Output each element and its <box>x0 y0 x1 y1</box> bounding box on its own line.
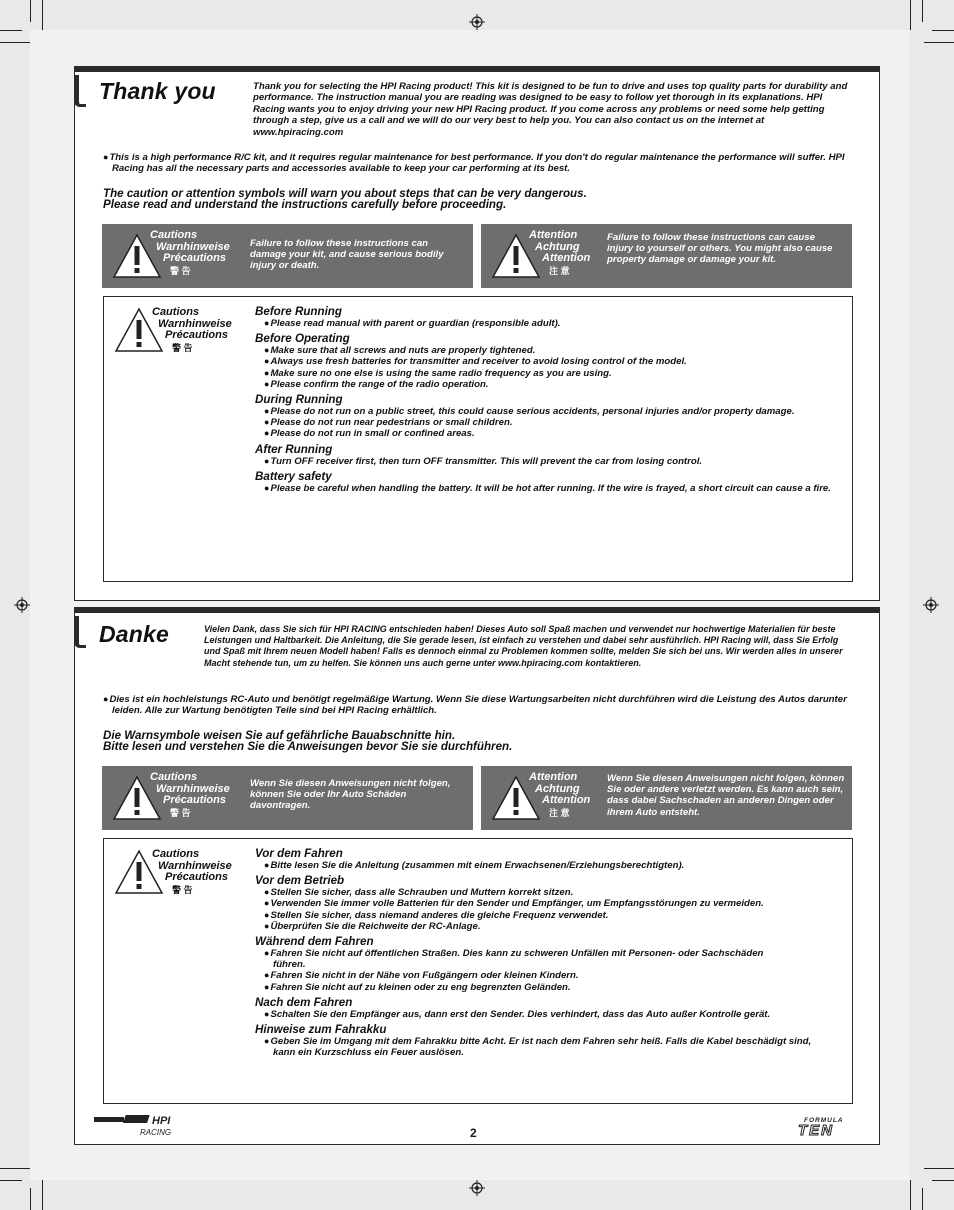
rule-item: ● Fahren Sie nicht auf öffentlichen Straßen. Dies kann zu schweren Unfällen mit Personen- oder Sachschäden führen. <box>255 948 845 970</box>
caution-labels: Cautions Warnhinweise Précautions 警 告 <box>152 306 232 353</box>
rule-item: ● Please confirm the range of the radio operation. <box>255 379 845 390</box>
registration-mark-icon <box>923 597 939 613</box>
attention-text: Failure to follow these instructions can cause injury to yourself or others. You might also cause property damage or damage your kit. <box>607 232 833 266</box>
rule-item: ● Stellen Sie sicher, dass alle Schrauben und Muttern korrekt sitzen. <box>255 887 845 898</box>
crop-mark <box>30 0 31 22</box>
attention-text: Wenn Sie diesen Anweisungen nicht folgen, können Sie oder andere verletzt werden. Es kann auch sein, dass dabei Sachschaden an anderen Dingen oder ihrem Auto entsteht. <box>607 773 845 818</box>
formula-ten-logo <box>796 1115 866 1137</box>
rule-item: ● Please read manual with parent or guardian (responsible adult). <box>255 318 845 329</box>
rule-heading: Hinweise zum Fahrakku <box>255 1023 387 1037</box>
rule-item: ● Überprüfen Sie die Reichweite der RC-Anlage. <box>255 921 845 932</box>
rules-list <box>255 847 845 1058</box>
svg-text:FORMULA: FORMULA <box>804 1117 844 1124</box>
rule-item: ● Stellen Sie sicher, dass niemand anderes die gleiche Frequenz verwendet. <box>255 910 845 921</box>
crop-mark <box>30 1188 31 1210</box>
attention-box <box>481 766 852 830</box>
crop-mark <box>42 1180 43 1210</box>
rule-item: ● Always use fresh batteries for transmitter and receiver to avoid losing control of the model. <box>255 356 845 367</box>
crop-mark <box>932 30 954 31</box>
rule-item: ● Schalten Sie den Empfänger aus, dann erst den Sender. Dies verhindert, dass das Auto außer Kontrolle gerät. <box>255 1009 845 1020</box>
rule-item: ● Bitte lesen Sie die Anleitung (zusammen mit einem Erwachsenen/Erziehungsberechtigten). <box>255 860 845 871</box>
rule-item: ● Verwenden Sie immer volle Batterien für den Sender und Empfänger, um Empfangsstörungen zu vermeiden. <box>255 898 845 909</box>
warning-line: The caution or attention symbols will warn you about steps that can be very dangerous. <box>103 187 587 200</box>
attention-labels: Attention Achtung Attention 注 意 <box>529 229 591 276</box>
rule-item: ● Fahren Sie nicht in der Nähe von Fußgängern oder kleinen Kindern. <box>255 970 845 981</box>
rule-item: ● Please do not run in small or confined areas. <box>255 428 845 439</box>
intro-paragraph: Vielen Dank, dass Sie sich für HPI RACING entschieden haben! Dieses Auto soll Spaß machen und verwendet nur hochwertige Materialien für beste Leistungen und Haltbarkeit. Die Anleitung, die Sie gerade lesen, ist einfach zu verstehen und dabei sehr ausführlich. HPI Racing will, dass Sie Erfolg und Spaß mit Ihrem neuen Modell haben! Falls es dennoch einmal zu Problemen kommen sollte, melden Sie sich bei uns. Wir werden alles in unserer Macht stehende tun, um zu helfen. Sie können uns auch gerne unter www.hpiracing.com kontaktieren. <box>204 624 843 668</box>
rule-heading: Before Operating <box>255 332 350 346</box>
caution-box <box>102 766 473 830</box>
rule-item: ● Make sure that all screws and nuts are properly tightened. <box>255 345 845 356</box>
cautions-rules-box <box>103 838 853 1104</box>
intro-paragraph: Thank you for selecting the HPI Racing product! This kit is designed to be fun to drive and uses top quality parts for durability and performance. The instruction manual you are reading was designed to be easy to follow yet thorough in its explanations. HPI Racing wants you to enjoy driving your new HPI Racing product. If you come across any problems or need some help getting through a step, give us a call and we will do our very best to help you. You can also contact us on the internet at www.hpiracing.com <box>253 81 848 138</box>
maintenance-note: ● Dies ist ein hochleistungs RC-Auto und benötigt regelmäßige Wartung. Wenn Sie diese Wartungsarbeiten nicht durchführen wird die Leistung des Autos darunter leiden. Alle zur Wartung benötigten Teile sind bei HPI Racing erhältlich. <box>103 694 862 717</box>
crop-mark <box>0 42 30 43</box>
rules-list <box>255 305 845 494</box>
rule-item: ● Geben Sie im Umgang mit dem Fahrakku bitte Acht. Er ist nach dem Fahren sehr heiß. Falls die Kabel beschädigt sind, kann ein Kurzschluss ein Feuer auslösen. <box>255 1036 845 1058</box>
caution-labels: Cautions Warnhinweise Précautions 警 告 <box>152 848 232 895</box>
attention-labels: Attention Achtung Attention 注 意 <box>529 771 591 818</box>
svg-text:HPI: HPI <box>152 1115 171 1127</box>
crop-mark <box>0 30 22 31</box>
caution-labels: Cautions Warnhinweise Précautions 警 告 <box>150 229 230 276</box>
warning-line: Die Warnsymbole weisen Sie auf gefährliche Bauabschnitte hin. <box>103 729 456 742</box>
crop-mark <box>910 0 911 30</box>
registration-mark-icon <box>469 14 485 30</box>
crop-mark <box>922 1188 923 1210</box>
page-number: 2 <box>470 1126 477 1140</box>
crop-mark <box>42 0 43 30</box>
rule-heading: After Running <box>255 442 333 456</box>
crop-mark <box>0 1180 22 1181</box>
rule-item: ● Make sure no one else is using the same radio frequency as you are using. <box>255 368 845 379</box>
rule-heading: Before Running <box>255 305 342 318</box>
crop-mark <box>924 42 954 43</box>
svg-text:RACING: RACING <box>140 1128 172 1137</box>
section-tab <box>74 616 86 648</box>
section-title: Danke <box>99 621 170 647</box>
warning-line: Bitte lesen und verstehen Sie die Anweisungen bevor Sie sie durchführen. <box>103 740 513 753</box>
attention-box <box>481 224 852 288</box>
caution-box <box>102 224 473 288</box>
rule-item: ● Fahren Sie nicht auf zu kleinen oder zu eng begrenzten Geländen. <box>255 982 845 993</box>
german-section <box>74 607 880 1145</box>
crop-mark <box>910 1180 911 1210</box>
rule-heading: Während dem Fahren <box>255 935 374 949</box>
rule-heading: Vor dem Betrieb <box>255 874 345 888</box>
rule-item: ● Turn OFF receiver first, then turn OFF transmitter. This will prevent the car from losing control. <box>255 456 845 467</box>
crop-mark <box>932 1180 954 1181</box>
rule-heading: Vor dem Fahren <box>255 847 343 860</box>
english-section <box>74 66 880 601</box>
hpi-racing-logo <box>94 1114 188 1138</box>
section-tab <box>74 75 86 107</box>
caution-text: Wenn Sie diesen Anweisungen nicht folgen, können Sie oder Ihr Auto Schäden davontragen. <box>250 778 451 812</box>
rule-item: ● Please do not run on a public street, this could cause serious accidents, personal injuries and/or property damage. <box>255 406 845 417</box>
svg-text:TEN: TEN <box>798 1122 834 1137</box>
caution-labels: Cautions Warnhinweise Précautions 警 告 <box>150 771 230 818</box>
rule-item: ● Please do not run near pedestrians or small children. <box>255 417 845 428</box>
registration-mark-icon <box>14 597 30 613</box>
rule-heading: Nach dem Fahren <box>255 995 353 1009</box>
registration-mark-icon <box>469 1180 485 1196</box>
crop-mark <box>0 1168 30 1169</box>
caution-text: Failure to follow these instructions can damage your kit, and cause serious bodily injury or death. <box>250 238 444 272</box>
warning-line: Please read and understand the instructions carefully before proceeding. <box>103 198 507 211</box>
section-title: Thank you <box>99 78 216 104</box>
maintenance-note: ● This is a high performance R/C kit, and it requires regular maintenance for best performance. If you don't do regular maintenance the performance will suffer. HPI Racing has all the necessary parts and accessories available to keep your car performing at its best. <box>103 152 847 175</box>
cautions-rules-box <box>103 296 853 582</box>
crop-mark <box>922 0 923 22</box>
rule-heading: Battery safety <box>255 469 332 483</box>
rule-item: ● Please be careful when handling the battery. It will be hot after running. If the wire is frayed, a short circuit can cause a fire. <box>255 483 845 494</box>
rule-heading: During Running <box>255 393 343 407</box>
crop-mark <box>924 1168 954 1169</box>
